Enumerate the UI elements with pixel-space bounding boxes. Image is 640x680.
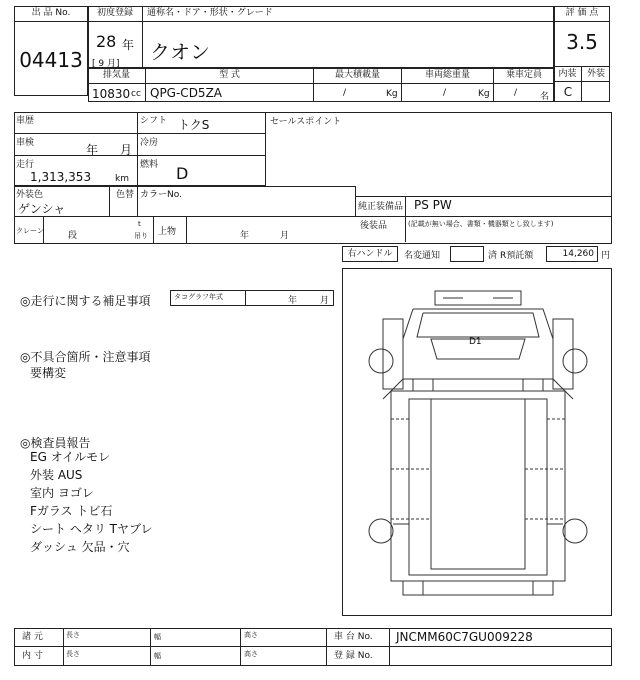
exterior-label: 外装 <box>582 66 610 82</box>
crane-divider <box>44 216 154 244</box>
chassis-number: JNCMM60C7GU009228 <box>396 630 533 644</box>
inspector-line-4: Fガラス トビ石 <box>30 504 113 518</box>
sales-point-label: セールスポイント <box>270 117 342 127</box>
crane-tsuri: 吊り <box>134 232 148 240</box>
inspection-year: 年 <box>86 143 99 157</box>
truck-outline <box>343 269 613 617</box>
displacement-label: 排気量 <box>88 68 146 84</box>
crane-stage: 段 <box>68 231 78 241</box>
interior-label: 内装 <box>554 66 582 82</box>
chassis-label: 車 台 No. <box>326 628 390 647</box>
standard-equip-value: PS PW <box>414 198 452 212</box>
upper-month: 月 <box>280 231 290 241</box>
tacho-label: タコグラフ年式 <box>170 290 246 306</box>
capacity-value: / <box>514 88 518 98</box>
lot-number: 04413 <box>19 48 83 72</box>
displacement-value: 10830 <box>92 87 131 101</box>
aftermarket-row <box>356 216 612 217</box>
crane-label: クレーン <box>16 227 44 235</box>
shift-value: トクS <box>178 118 210 132</box>
fuel-label: 燃料 <box>140 160 159 170</box>
aftermarket-label: 後装品 <box>360 221 388 231</box>
inner-height-label: 高さ <box>244 650 258 658</box>
max-load-label: 最大積載量 <box>314 68 402 84</box>
crane-t: t <box>138 220 141 228</box>
inspector-line-3: 室内 ヨゴレ <box>30 486 94 500</box>
inspector-line-5: シート ヘタリ Tヤブレ <box>30 522 153 536</box>
shift-label: シフト <box>140 116 168 126</box>
mileage-unit: km <box>115 174 129 184</box>
color-label: 外装色 <box>16 190 44 200</box>
truck-diagram <box>342 268 612 616</box>
defect-text: 要構変 <box>30 366 67 380</box>
max-load-unit: Kg <box>386 89 398 99</box>
displacement-unit: cc <box>131 89 141 99</box>
lot-label: 出 品 No. <box>14 6 88 22</box>
name-change-box <box>450 246 484 262</box>
fuel-value: D <box>176 164 189 183</box>
color-change-label: 色替 <box>116 190 135 200</box>
max-load-value: / <box>343 88 347 98</box>
score-value: 3.5 <box>566 30 598 54</box>
color-no-label: カラーNo. <box>140 190 182 200</box>
interior-grade: C <box>563 85 573 99</box>
deposit-value: 14,260 <box>546 246 598 262</box>
reg-year: 28 <box>96 32 117 51</box>
inner-length-label: 長さ <box>66 650 80 658</box>
inspector-line-6: ダッシュ 欠品・穴 <box>30 540 130 554</box>
model-label: 型 式 <box>146 68 314 84</box>
name-label: 通称名・ドア・形状・グレード <box>143 6 554 22</box>
ac-label: 冷房 <box>140 138 159 148</box>
deposit-prefix: 済 <box>488 251 498 261</box>
defect-label: ◎不具合箇所・注意事項 <box>20 350 151 364</box>
rhd-box: 右ハンドル <box>342 246 398 262</box>
first-reg-label: 初度登録 <box>88 6 143 22</box>
specs-width-label: 幅 <box>154 633 161 641</box>
upper-year: 年 <box>240 231 250 241</box>
mileage-value: 1,313,353 <box>30 170 92 184</box>
gross-label: 車両総重量 <box>402 68 494 84</box>
model-value: QPG-CD5ZA <box>150 86 222 100</box>
specs-length-label: 長さ <box>66 631 80 639</box>
inner-label: 内 寸 <box>14 647 64 666</box>
gross-unit: Kg <box>478 89 490 99</box>
inspection-month: 月 <box>120 143 133 157</box>
deposit-label: R預託額 <box>500 251 534 261</box>
gross-value: / <box>443 88 447 98</box>
yen-unit: 円 <box>601 251 611 261</box>
tacho-month: 月 <box>320 296 330 306</box>
reg-no-label: 登 録 No. <box>326 647 390 666</box>
upper-label: 上物 <box>158 227 177 237</box>
reg-month: [ 9 月] <box>92 59 120 69</box>
inspector-line-1: EG オイルモレ <box>30 450 111 464</box>
running-label: ◎走行に関する補足事項 <box>20 294 151 308</box>
history-label: 車歴 <box>16 116 35 126</box>
inspector-label: ◎検査員報告 <box>20 436 91 450</box>
capacity-label: 乗車定員 <box>494 68 554 84</box>
damage-mark-d1: D1 <box>469 337 482 347</box>
inspection-label: 車検 <box>16 138 35 148</box>
car-name: クオン <box>150 40 210 64</box>
standard-equip-label: 純正装備品 <box>358 202 404 212</box>
capacity-unit: 名 <box>540 92 550 102</box>
specs-height-label: 高さ <box>244 631 258 639</box>
reg-year-unit: 年 <box>122 38 135 52</box>
aftermarket-note: (記載が無い場合、書類・機器類とし致します) <box>408 220 554 228</box>
upper-divider <box>186 216 187 244</box>
footer-col-3 <box>240 628 241 666</box>
name-change-label: 名変通知 <box>404 251 441 261</box>
footer-col-2 <box>150 628 151 666</box>
score-label: 評 価 点 <box>554 6 610 22</box>
inspector-line-2: 外装 AUS <box>30 468 83 482</box>
inner-width-label: 幅 <box>154 652 161 660</box>
specs-label: 諸 元 <box>14 628 64 647</box>
mileage-label: 走行 <box>16 160 35 170</box>
tacho-year: 年 <box>288 296 298 306</box>
color-value: ゲンシャ <box>18 202 66 216</box>
